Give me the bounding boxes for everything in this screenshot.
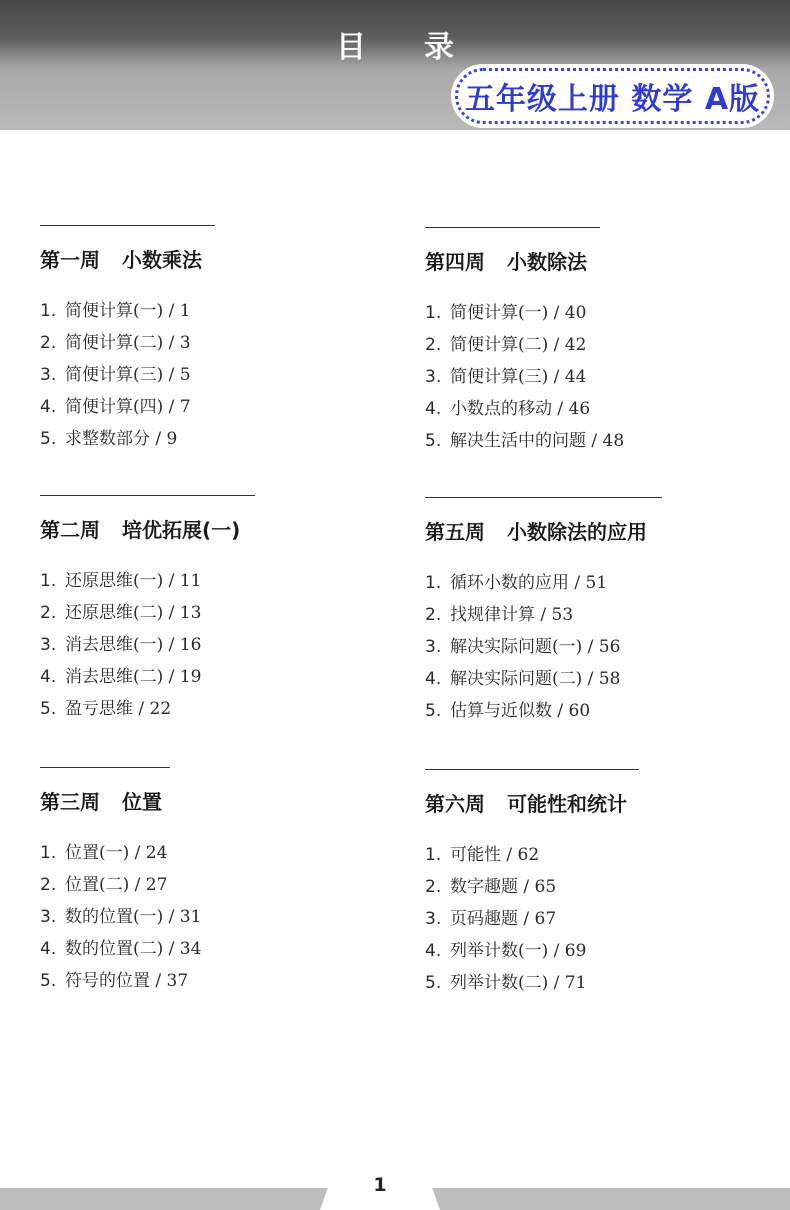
toc-item[interactable] — [425, 329, 755, 361]
section-heading — [425, 246, 755, 275]
section-divider — [40, 225, 215, 226]
toc-item-text: 数的位置(一) / 31 — [65, 907, 202, 927]
toc-item[interactable] — [425, 297, 755, 329]
toc-item-number: 5. — [425, 431, 442, 451]
toc-list — [40, 565, 370, 725]
toc-section-week-3 — [40, 767, 370, 997]
toc-item-number: 4. — [40, 397, 57, 417]
toc-section-week-6 — [425, 769, 755, 999]
toc-list — [40, 837, 370, 997]
toc-item-text: 解决实际问题(一) / 56 — [450, 637, 621, 657]
toc-item-text: 盈亏思维 / 22 — [65, 699, 172, 719]
toc-item-text: 找规律计算 / 53 — [450, 605, 574, 625]
section-topic: 小数除法 — [507, 250, 587, 274]
toc-item-number: 1. — [40, 301, 57, 321]
toc-item[interactable] — [425, 631, 755, 663]
toc-item-text: 简便计算(二) / 3 — [65, 333, 191, 353]
toc-item-number: 5. — [40, 429, 57, 449]
toc-item-number: 5. — [425, 701, 442, 721]
toc-item-number: 3. — [40, 907, 57, 927]
toc-item-text: 列举计数(一) / 69 — [450, 941, 587, 961]
toc-item-text: 页码趣题 / 67 — [450, 909, 557, 929]
toc-item[interactable] — [40, 597, 370, 629]
page-title: 目录 — [336, 30, 512, 65]
toc-item-number: 1. — [425, 303, 442, 323]
toc-item-number: 5. — [40, 971, 57, 991]
header-banner — [0, 0, 790, 130]
toc-item[interactable] — [425, 967, 755, 999]
toc-item-text: 循环小数的应用 / 51 — [450, 573, 608, 593]
toc-item-number: 3. — [425, 367, 442, 387]
toc-item[interactable] — [40, 661, 370, 693]
toc-item-number: 2. — [40, 603, 57, 623]
section-divider — [425, 227, 600, 228]
toc-item-number: 1. — [40, 571, 57, 591]
toc-item-text: 可能性 / 62 — [450, 845, 540, 865]
toc-item[interactable] — [425, 567, 755, 599]
section-topic: 小数除法的应用 — [507, 520, 647, 544]
toc-item[interactable] — [40, 965, 370, 997]
toc-item-number: 2. — [40, 333, 57, 353]
section-heading — [40, 514, 370, 543]
toc-item[interactable] — [425, 393, 755, 425]
toc-item-number: 4. — [40, 939, 57, 959]
section-heading — [40, 244, 370, 273]
toc-item[interactable] — [425, 871, 755, 903]
toc-section-week-5 — [425, 497, 755, 727]
toc-item[interactable] — [425, 599, 755, 631]
toc-item-number: 3. — [425, 909, 442, 929]
grade-badge-label: 五年级上册 数学 A版 — [464, 82, 761, 117]
section-week: 第二周 — [40, 518, 100, 542]
toc-item[interactable] — [40, 837, 370, 869]
toc-item-text: 符号的位置 / 37 — [65, 971, 189, 991]
toc-item-number: 5. — [425, 973, 442, 993]
toc-item-text: 简便计算(四) / 7 — [65, 397, 191, 417]
section-week: 第三周 — [40, 790, 100, 814]
toc-item[interactable] — [40, 629, 370, 661]
toc-item-number: 1. — [425, 845, 442, 865]
grade-badge — [455, 68, 770, 124]
toc-item[interactable] — [40, 295, 370, 327]
section-topic: 小数乘法 — [122, 248, 202, 272]
toc-item-text: 解决实际问题(二) / 58 — [450, 669, 621, 689]
toc-item-text: 简便计算(一) / 40 — [450, 303, 587, 323]
toc-item[interactable] — [425, 663, 755, 695]
toc-item-number: 3. — [40, 635, 57, 655]
page-number: 1 — [373, 1174, 387, 1196]
toc-item-text: 小数点的移动 / 46 — [450, 399, 591, 419]
toc-item-text: 简便计算(二) / 42 — [450, 335, 587, 355]
section-topic: 培优拓展(一) — [122, 518, 241, 542]
toc-item-text: 列举计数(二) / 71 — [450, 973, 587, 993]
toc-item[interactable] — [425, 425, 755, 457]
toc-item-text: 消去思维(一) / 16 — [65, 635, 202, 655]
toc-item[interactable] — [40, 359, 370, 391]
toc-item-text: 还原思维(二) / 13 — [65, 603, 202, 623]
toc-item-number: 1. — [40, 843, 57, 863]
toc-list — [425, 297, 755, 457]
toc-item-text: 还原思维(一) / 11 — [65, 571, 202, 591]
toc-item-number: 4. — [40, 667, 57, 687]
section-week: 第五周 — [425, 520, 485, 544]
toc-item-number: 4. — [425, 941, 442, 961]
toc-item[interactable] — [425, 361, 755, 393]
toc-item-number: 3. — [40, 365, 57, 385]
toc-item-text: 估算与近似数 / 60 — [450, 701, 591, 721]
toc-item-text: 数的位置(二) / 34 — [65, 939, 202, 959]
section-heading — [425, 516, 755, 545]
toc-item-text: 位置(二) / 27 — [65, 875, 168, 895]
section-heading — [425, 788, 755, 817]
toc-item-number: 4. — [425, 399, 442, 419]
toc-list — [425, 567, 755, 727]
toc-item[interactable] — [40, 901, 370, 933]
toc-item-number: 2. — [425, 605, 442, 625]
toc-section-week-1 — [40, 225, 370, 455]
toc-item-number: 2. — [425, 877, 442, 897]
page-footer — [0, 1162, 790, 1210]
section-divider — [425, 769, 639, 770]
toc-item-number: 1. — [425, 573, 442, 593]
toc-item-text: 位置(一) / 24 — [65, 843, 168, 863]
toc-item-number: 4. — [425, 669, 442, 689]
toc-item-text: 消去思维(二) / 19 — [65, 667, 202, 687]
toc-item-text: 解决生活中的问题 / 48 — [450, 431, 625, 451]
toc-section-week-2 — [40, 495, 370, 725]
toc-list — [425, 839, 755, 999]
toc-item-number: 2. — [40, 875, 57, 895]
toc-item[interactable] — [40, 693, 370, 725]
toc-list — [40, 295, 370, 455]
toc-item[interactable] — [40, 423, 370, 455]
section-week: 第四周 — [425, 250, 485, 274]
section-week: 第一周 — [40, 248, 100, 272]
toc-item[interactable] — [40, 869, 370, 901]
toc-item-number: 2. — [425, 335, 442, 355]
toc-item-number: 3. — [425, 637, 442, 657]
section-divider — [40, 495, 255, 496]
toc-item[interactable] — [40, 565, 370, 597]
toc-item[interactable] — [425, 695, 755, 727]
toc-item[interactable] — [40, 327, 370, 359]
toc-item[interactable] — [425, 935, 755, 967]
section-week: 第六周 — [425, 792, 485, 816]
section-divider — [40, 767, 170, 768]
toc-item[interactable] — [425, 839, 755, 871]
toc-item-text: 简便计算(三) / 44 — [450, 367, 587, 387]
toc-item-number: 5. — [40, 699, 57, 719]
toc-item-text: 简便计算(三) / 5 — [65, 365, 191, 385]
section-divider — [425, 497, 662, 498]
toc-item[interactable] — [40, 933, 370, 965]
section-topic: 位置 — [122, 790, 162, 814]
toc-item-text: 简便计算(一) / 1 — [65, 301, 191, 321]
section-topic: 可能性和统计 — [507, 792, 627, 816]
toc-section-week-4 — [425, 227, 755, 457]
toc-item[interactable] — [425, 903, 755, 935]
toc-item-text: 求整数部分 / 9 — [65, 429, 178, 449]
toc-item-text: 数字趣题 / 65 — [450, 877, 557, 897]
section-heading — [40, 786, 370, 815]
toc-item[interactable] — [40, 391, 370, 423]
